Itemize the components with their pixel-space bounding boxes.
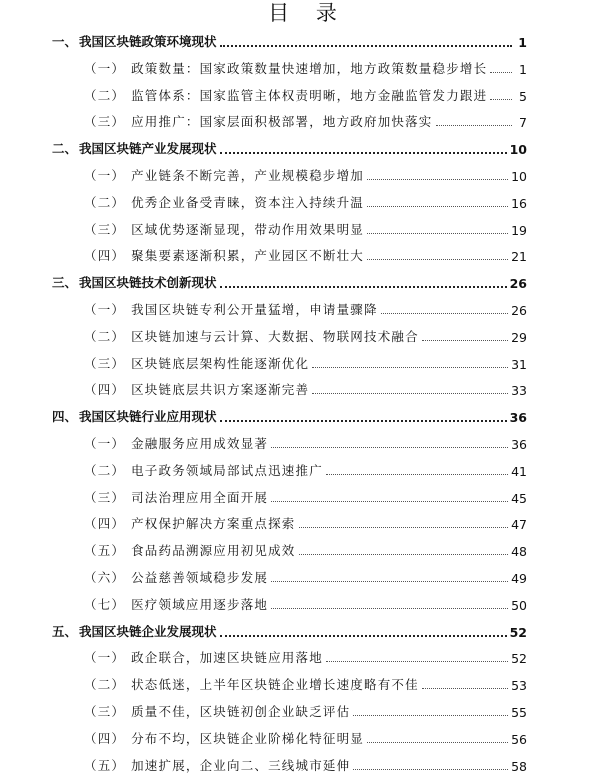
toc-entry-number: （四） xyxy=(84,382,126,398)
toc-entry-label xyxy=(84,514,296,532)
toc-page-number: 47 xyxy=(511,517,527,533)
dot-leader xyxy=(271,608,508,609)
dot-leader xyxy=(422,340,508,341)
toc-page-number: 21 xyxy=(511,249,527,265)
toc-entry-number: （四） xyxy=(84,516,126,532)
toc-entry-text: 司法治理应用全面开展 xyxy=(131,489,269,505)
dot-leader xyxy=(271,447,508,448)
toc-entry-text: 状态低迷，上半年区块链企业增长速度略有不佳 xyxy=(131,677,419,693)
toc-entry-label xyxy=(84,488,268,506)
toc-entry-text: 我国区块链企业发展现状 xyxy=(79,623,217,639)
toc-section-entry[interactable] xyxy=(84,648,527,666)
toc-section-entry[interactable] xyxy=(84,327,527,345)
toc-entry-text: 我国区块链行业应用现状 xyxy=(79,409,217,425)
dot-leader xyxy=(381,313,508,314)
toc-entry-label xyxy=(84,220,364,238)
dot-leader xyxy=(353,715,508,716)
toc-page-number: 53 xyxy=(511,678,527,694)
toc-entry-label xyxy=(84,541,296,559)
dot-leader xyxy=(367,259,508,260)
toc-entry-number: （四） xyxy=(84,730,126,746)
toc-page-number: 56 xyxy=(511,731,527,747)
dot-leader xyxy=(312,367,508,368)
toc-entry-number: （一） xyxy=(84,650,126,666)
toc-entry-text: 产权保护解决方案重点探索 xyxy=(131,516,296,532)
toc-entry-text: 监管体系：国家监管主体权责明晰，地方金融监管发力跟进 xyxy=(131,87,488,103)
toc-entry-number: （二） xyxy=(84,462,126,478)
toc-section-entry[interactable] xyxy=(84,300,527,318)
dot-leader xyxy=(271,501,508,502)
dot-leader xyxy=(353,769,508,770)
dot-leader xyxy=(220,635,507,637)
toc-entry-number: （六） xyxy=(84,570,126,585)
toc-page-number: 1 xyxy=(519,61,527,77)
toc-entry-number: （一） xyxy=(84,302,126,317)
toc-entry-text: 政企联合，加速区块链应用落地 xyxy=(131,650,323,666)
dot-leader xyxy=(490,72,512,73)
toc-entry-label xyxy=(52,32,217,50)
dot-leader xyxy=(299,527,509,528)
toc-page-number: 10 xyxy=(509,142,527,158)
toc-entry-number: （一） xyxy=(84,60,126,76)
dot-leader xyxy=(436,125,512,126)
toc-entry-number: （一） xyxy=(84,168,126,183)
toc-section-entry[interactable] xyxy=(84,702,527,720)
toc-entry-number: （七） xyxy=(84,596,126,612)
toc-entry-text: 产业链条不断完善，产业规模稳步增加 xyxy=(131,168,365,183)
toc-section-entry[interactable] xyxy=(84,756,527,774)
toc-entry-label xyxy=(84,193,364,211)
toc-entry-text: 政策数量：国家政策数量快速增加，地方政策数量稳步增长 xyxy=(131,60,488,76)
toc-page-number: 26 xyxy=(511,303,527,318)
toc-entry-label xyxy=(84,702,350,720)
dot-leader xyxy=(367,233,508,234)
toc-page-number: 45 xyxy=(511,490,527,506)
toc-entry-number: （三） xyxy=(84,704,126,719)
toc-section-entry[interactable] xyxy=(84,595,527,613)
toc-entry-label xyxy=(84,246,364,264)
toc-section-entry[interactable] xyxy=(84,488,527,506)
page-title: 目 录 xyxy=(268,1,347,25)
toc-entry-number: （三） xyxy=(84,489,126,505)
dot-leader xyxy=(271,581,508,582)
dot-leader xyxy=(299,554,509,555)
toc-page-number: 55 xyxy=(511,705,527,720)
toc-section-entry[interactable] xyxy=(84,434,527,452)
toc-entry-text: 分布不均，区块链企业阶梯化特征明显 xyxy=(131,730,365,746)
toc-entry-text: 区块链底层共识方案逐渐完善 xyxy=(131,382,310,398)
toc-page-number: 7 xyxy=(519,115,527,131)
toc-entry-text: 我国区块链技术创新现状 xyxy=(79,275,217,291)
toc-entry-number: （五） xyxy=(84,757,126,773)
dot-leader xyxy=(326,474,508,475)
toc-entry-text: 质量不佳，区块链初创企业缺乏评估 xyxy=(131,704,351,719)
toc-section-entry[interactable] xyxy=(84,220,527,238)
dot-leader xyxy=(312,393,508,394)
toc-entry-label xyxy=(84,166,364,184)
toc-entry-text: 区块链底层架构性能逐渐优化 xyxy=(131,355,310,371)
toc-section-entry[interactable] xyxy=(84,59,527,77)
toc-entry-label xyxy=(84,300,378,318)
toc-section-entry[interactable] xyxy=(84,461,527,479)
toc-page-number: 36 xyxy=(509,410,527,426)
toc-entry-text: 区域优势逐渐显现，带动作用效果明显 xyxy=(131,221,365,237)
toc-entry-text: 我国区块链专利公开量猛增，申请量骤降 xyxy=(131,302,378,317)
dot-leader xyxy=(220,45,512,47)
toc-entry-label xyxy=(84,434,268,452)
toc-page-number: 52 xyxy=(511,651,527,667)
toc-section-entry[interactable] xyxy=(84,246,527,264)
toc-entry-text: 电子政务领域局部试点迅速推广 xyxy=(131,462,323,478)
toc-section-entry[interactable] xyxy=(84,354,527,372)
dot-leader xyxy=(326,661,508,662)
toc-entry-text: 应用推广：国家层面积极部署，地方政府加快落实 xyxy=(131,114,433,130)
toc-page-number: 58 xyxy=(511,758,527,774)
toc-entry-number: （二） xyxy=(84,87,126,103)
toc-page-number: 19 xyxy=(511,222,527,238)
dot-leader xyxy=(367,179,508,180)
toc-entry-text: 食品药品溯源应用初见成效 xyxy=(131,543,296,559)
toc-entry-label xyxy=(52,622,217,640)
toc-entry-label xyxy=(84,59,487,77)
toc-entry-number: （三） xyxy=(84,114,126,130)
toc-entry-label xyxy=(84,86,487,104)
toc-section-entry[interactable] xyxy=(84,514,527,532)
toc-entry-label xyxy=(84,568,268,586)
toc-entry-number: （一） xyxy=(84,436,126,451)
toc-page-number: 26 xyxy=(509,276,527,292)
toc-entry-label xyxy=(84,461,323,479)
toc-entry-label xyxy=(52,407,217,425)
dot-leader xyxy=(220,420,507,422)
toc-entry-text: 加速扩展，企业向二、三线城市延伸 xyxy=(131,757,351,773)
toc-entry-label xyxy=(84,327,419,345)
toc-page-number: 36 xyxy=(511,437,527,452)
toc-entry-label xyxy=(84,675,419,693)
toc-section-entry[interactable] xyxy=(84,380,527,398)
toc-entry-number: （三） xyxy=(84,355,126,371)
toc-entry-number: （五） xyxy=(84,543,126,559)
toc-page-number: 50 xyxy=(511,597,527,613)
toc-section-entry[interactable] xyxy=(84,112,527,130)
dot-leader xyxy=(422,688,508,689)
toc-section-entry[interactable] xyxy=(84,568,527,586)
toc-entry-number: 一、 xyxy=(52,34,78,49)
toc-entry-text: 金融服务应用成效显著 xyxy=(131,436,269,451)
toc-entry-number: （二） xyxy=(84,677,126,693)
toc-chapter-entry[interactable] xyxy=(52,407,527,425)
toc-entry-text: 我国区块链产业发展现状 xyxy=(79,141,217,157)
toc-entry-label xyxy=(84,380,309,398)
toc-entry-label xyxy=(52,273,217,291)
toc-section-entry[interactable] xyxy=(84,729,527,747)
toc-section-entry[interactable] xyxy=(84,166,527,184)
toc-entry-text: 区块链加速与云计算、大数据、物联网技术融合 xyxy=(131,328,419,344)
toc-entry-label xyxy=(84,648,323,666)
toc-page-number: 1 xyxy=(518,35,527,50)
dot-leader xyxy=(490,99,512,100)
toc-chapter-entry[interactable] xyxy=(52,139,527,157)
toc-entry-number: （三） xyxy=(84,221,126,237)
dot-leader xyxy=(367,742,508,743)
toc-chapter-entry[interactable] xyxy=(52,32,527,50)
toc-section-entry[interactable] xyxy=(84,86,527,104)
toc-page-number: 52 xyxy=(509,624,527,640)
toc-entry-label xyxy=(84,729,364,747)
toc-page-number: 48 xyxy=(511,544,527,560)
toc-entry-number: 五、 xyxy=(52,623,78,639)
toc-page-number: 29 xyxy=(511,329,527,345)
toc-entry-label xyxy=(84,354,309,372)
toc-section-entry[interactable] xyxy=(84,541,527,559)
toc-chapter-entry[interactable] xyxy=(52,622,527,640)
toc-page-number: 41 xyxy=(511,463,527,479)
toc-entry-number: （四） xyxy=(84,248,126,264)
toc-entry-label xyxy=(84,112,433,130)
toc-page-number: 5 xyxy=(519,88,527,104)
toc-entry-text: 医疗领域应用逐步落地 xyxy=(131,596,269,612)
dot-leader xyxy=(220,152,507,154)
toc-chapter-entry[interactable] xyxy=(52,273,527,291)
toc-page-number: 49 xyxy=(511,571,527,586)
toc-section-entry[interactable] xyxy=(84,193,527,211)
toc-entry-text: 聚集要素逐渐积累，产业园区不断壮大 xyxy=(131,248,365,264)
toc-page-number: 10 xyxy=(511,169,527,184)
toc-entry-number: 四、 xyxy=(52,409,78,425)
toc-page-number: 31 xyxy=(511,356,527,372)
toc-entry-text: 我国区块链政策环境现状 xyxy=(79,34,217,49)
toc-page-number: 16 xyxy=(511,195,527,211)
toc-entry-number: 三、 xyxy=(52,275,78,291)
toc-entry-label xyxy=(52,139,217,157)
toc-entry-label xyxy=(84,595,268,613)
dot-leader xyxy=(367,206,508,207)
toc-entry-number: （二） xyxy=(84,328,126,344)
toc-entry-text: 优秀企业备受青睐，资本注入持续升温 xyxy=(131,194,365,210)
dot-leader xyxy=(220,286,507,288)
toc-section-entry[interactable] xyxy=(84,675,527,693)
toc-entry-number: 二、 xyxy=(52,141,78,157)
toc-page-number: 33 xyxy=(511,383,527,399)
toc-entry-text: 公益慈善领域稳步发展 xyxy=(131,570,269,585)
toc-entry-label xyxy=(84,756,350,774)
toc-entry-number: （二） xyxy=(84,194,126,210)
